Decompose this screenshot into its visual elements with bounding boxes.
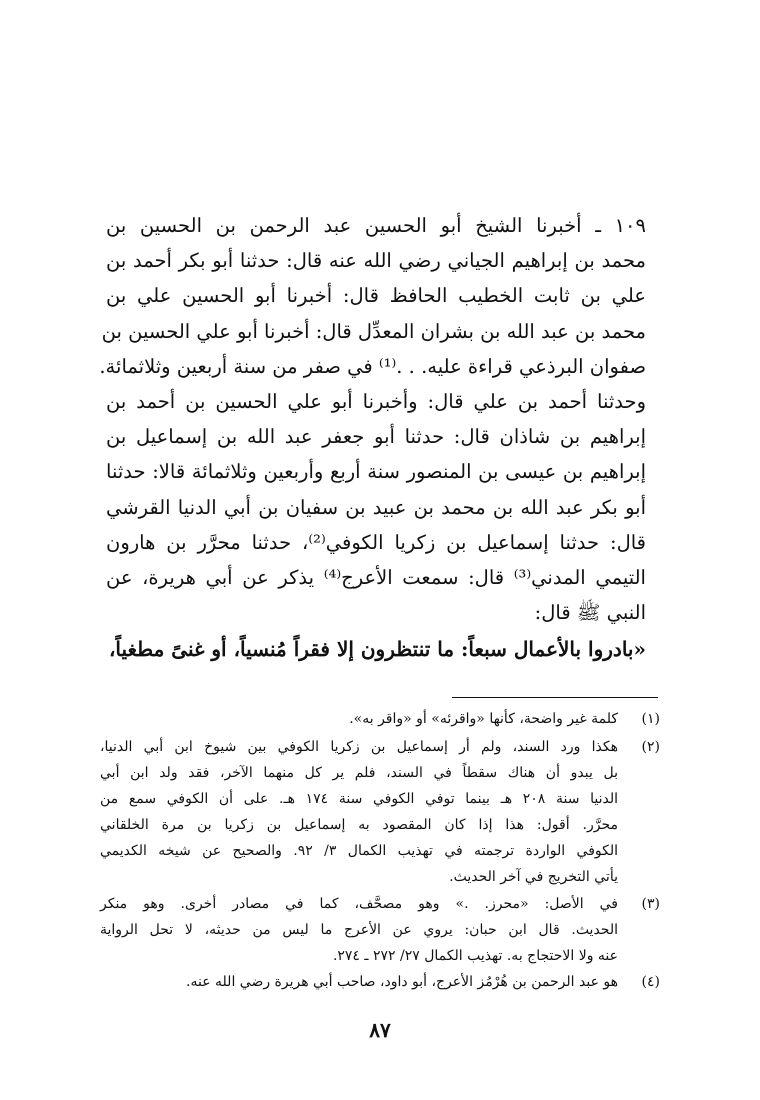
- text-line: النبي ﷺ قال:: [534, 601, 646, 625]
- footnote-line: كلمة غير واضحة، كأنها «واقرئه» أو «واقر به».: [349, 711, 618, 727]
- footnote-line: محرَّر. أقول: هذا إذا كان المقصود به إسماعيل بن زكريا بن مرة الخلقاني: [100, 817, 618, 833]
- text-line: وحدثنا أحمد بن علي قال: وأخبرنا أبو علي الحسين بن أحمد بن: [106, 389, 646, 413]
- footnote: [100, 969, 660, 995]
- text-line: ١٠٩ ـ أخبرنا الشيخ أبو الحسين عبد الرحمن بن الحسين بن: [106, 214, 646, 237]
- footnote-line: بل يبدو أن هناك سقطاً في السند، فلم ير كل منهما الآخر، فقد ولد ابن أبي: [100, 765, 618, 781]
- text-line: محمد بن عبد الله بن بشران المعدِّل قال: أخبرنا أبو علي الحسين بن: [101, 319, 646, 343]
- footnote: [100, 734, 660, 890]
- footnote-line: هو عبد الرحمن بن هُرْمُز الأعرج، أبو داود، صاحب أبي هريرة رضي الله عنه.: [186, 974, 618, 990]
- footnote: [100, 891, 660, 969]
- text-line: إبراهيم بن شاذان قال: حدثنا أبو جعفر عبد الله بن إسماعيل بن: [106, 425, 646, 449]
- footnote-line: عنه ولا الاحتجاج به. تهذيب الكمال ٢٧/ ٢٧٢ ـ ٢٧٤.: [332, 948, 618, 964]
- hadith-text: «بادروا بالأعمال سبعاً: ما تنتظرون إلا فقراً مُنسياً، أو غنىً مطغياً،: [108, 637, 646, 661]
- footnote-line: يأتي التخريج في آخر الحديث.: [449, 869, 618, 885]
- footnote-separator: [452, 697, 658, 698]
- footnote-number: (١): [641, 711, 660, 727]
- footnote-line: الحديث. قال ابن حبان: يروي عن الأعرج ما ليس من حديثه، لا تحل الرواية: [100, 922, 618, 938]
- text-line: أبو بكر عبد الله بن محمد بن عبيد بن سفيان بن أبي الدنيا القرشي: [106, 495, 646, 519]
- text-line: قال: حدثنا إسماعيل بن زكريا الكوفي⁽²⁾، حدثنا محرَّر بن هارون: [106, 530, 646, 554]
- text-line: علي بن ثابت الخطيب الحافظ قال: أخبرنا أبو الحسين علي بن: [106, 284, 646, 308]
- footnote-number: (٤): [641, 974, 660, 990]
- text-line: محمد بن إبراهيم الجياني رضي الله عنه قال: حدثنا أبو بكر أحمد بن: [106, 249, 646, 273]
- text-line: التيمي المدني⁽³⁾ قال: سمعت الأعرج⁽⁴⁾ يذكر عن أبي هريرة، عن: [106, 565, 646, 589]
- footnote-line: الكوفي الواردة ترجمته في تهذيب الكمال ٣/ ٩٢. والصحيح عن شيخه الكديمي: [100, 843, 619, 859]
- page-number: ٨٧: [369, 1018, 391, 1042]
- footnote-number: (٣): [641, 896, 660, 912]
- text-line: صفوان البرذعي قراءة عليه. . .⁽¹⁾ في صفر من سنة أربعين وثلاثمائة.: [99, 354, 646, 378]
- footnote-line: في الأصل: «محرز. .» وهو مصحَّف، كما في مصادر أخرى. وهو منكر: [100, 896, 618, 912]
- footnote-line: الدنيا سنة ٢٠٨ هـ بينما توفي الكوفي سنة ١٧٤ هـ. على أن الكوفي سمع من: [100, 791, 618, 807]
- footnote: [100, 706, 660, 732]
- footnote-line: هكذا ورد السند، ولم أر إسماعيل بن زكريا الكوفي بين شيوخ ابن أبي الدنيا،: [100, 739, 618, 755]
- main-text-block: [99, 208, 646, 630]
- text-line: إبراهيم بن عيسى بن المنصور سنة أربع وأربعين وثلاثمائة قالا: حدثنا: [106, 460, 646, 484]
- footnote-number: (٢): [641, 739, 660, 755]
